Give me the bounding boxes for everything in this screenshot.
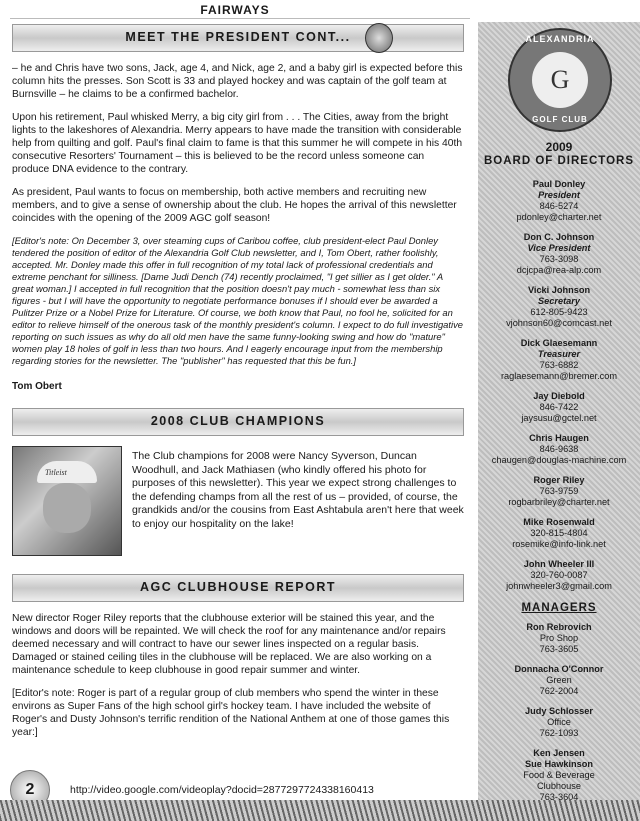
champions-heading: 2008 CLUB CHAMPIONS <box>150 414 326 428</box>
logo-top-text: ALEXANDRIA <box>525 34 595 44</box>
signature: Tom Obert <box>12 381 62 392</box>
logo-inner <box>532 52 588 108</box>
logo-mark: G <box>550 65 570 94</box>
member-phone: 846-5274 <box>539 201 579 211</box>
manager-dept: Green <box>546 675 572 685</box>
member-role: President <box>538 190 580 200</box>
member-email[interactable]: vjohnson60@comcast.net <box>506 318 612 328</box>
club-logo-icon <box>508 28 612 132</box>
member-phone: 320-815-4804 <box>530 528 588 538</box>
manager-phone: 762-2004 <box>539 686 579 696</box>
member-email[interactable]: rosemike@info-link.net <box>512 539 606 549</box>
logo-bottom-text: GOLF CLUB <box>532 115 588 124</box>
cap-logo: Titleist <box>45 468 67 477</box>
member-name: Don C. Johnson <box>523 232 595 242</box>
member-phone: 320-760-0087 <box>530 570 588 580</box>
member-name: Vicki Johnson <box>527 285 591 295</box>
member-name: Chris Haugen <box>529 433 589 443</box>
page-number: 2 <box>10 770 50 810</box>
clubhouse-paragraph-2: [Editor's note: Roger is part of a regular group of club members who spend the winter in these environs as Super Fans of the high school girl's hockey team. I have included the website of Roger's and Dusty Johnson's terrific rendition of the National Anthem at one of those games this year:] <box>12 688 450 738</box>
manager-name: Donnacha O'Connor <box>514 664 604 674</box>
member-phone: 612-805-9423 <box>530 307 588 317</box>
member-name: John Wheeler III <box>523 559 595 569</box>
manager-dept: Food & Beverage <box>523 770 595 780</box>
manager <box>478 664 640 697</box>
clubhouse-banner <box>12 574 464 602</box>
member-name: Roger Riley <box>533 475 585 485</box>
manager-name: Judy Schlosser <box>525 706 593 716</box>
managers-title: MANAGERS <box>521 602 597 614</box>
champion-photo <box>12 446 122 556</box>
board-member <box>478 433 640 466</box>
header-divider <box>10 18 470 19</box>
face-graphic <box>43 483 91 533</box>
board-year: 2009 <box>545 140 573 154</box>
board-member <box>478 338 640 382</box>
club-seal-icon <box>365 23 393 53</box>
board-member <box>478 232 640 276</box>
member-phone: 846-9638 <box>539 444 579 454</box>
president-paragraph-3: As president, Paul wants to focus on membership, both active members and recruiting new members, and to give a sense of ownership about the club. He hopes the arrival of this newsletter coincides with the opening of the 2009 AGC golf season! <box>12 187 457 224</box>
member-name: Jay Diebold <box>533 391 585 401</box>
board-member <box>478 285 640 329</box>
manager-phone: 762-1093 <box>539 728 579 738</box>
member-email[interactable]: dcjcpa@rea-alp.com <box>516 265 602 275</box>
sidebar <box>478 22 640 800</box>
member-phone: 763-3098 <box>539 254 579 264</box>
member-phone: 763-9759 <box>539 486 579 496</box>
manager <box>478 748 640 803</box>
president-banner <box>12 24 464 52</box>
manager-dept: Pro Shop <box>539 633 579 643</box>
video-link[interactable]: http://video.google.com/videoplay?docid=2877297724338160413 <box>70 784 374 796</box>
editor-note: [Editor's note: On December 3, over steaming cups of Caribou coffee, club president-elect Paul Donley tendered the position of editor of the Alexandria Golf Club newsletter, and I, Tom Obert, rather foolishly, accepted. Mr. Donley made this offer in full recognition of my total lack of professional credentials and extreme penchant for silliness. [Dame Judi Dench (74) recently proclaimed, "I get sillier as I get older." A great woman.] I accepted in full recognition that the position doesn't pay much - somewhat less than six figures - but I will have the opportunity to negotiate performance bonuses if I should ever be awarded a Pulitzer Prize or a Nobel Prize for Literature. Of course, we both know that Paul, no fool he, solicited for an editor to relieve himself of the onerous task of the monthly president's column. I expect to do full investigative reporting on such issues as why do all old men have the same funny-looking swing and how do "mature" women play 18 holes of golf in less than two hours. And I eagerly encourage input from the membership regarding stories for the newsletter. The "publisher" has requested that this be fun.] <box>12 235 463 366</box>
president-heading: MEET THE PRESIDENT CONT... <box>125 30 351 44</box>
president-paragraph-2: Upon his retirement, Paul whisked Merry, a big city girl from . . . The Cities, away from the bright lights to the lakeshores of Alexandria. Merry appears to have made the transition with considerable help from quilting and golf. Paul's final claim to fame is that this summer he will compete in his 40th consecutive Resorters' Tournament – this is believed to be the record unless someone can produce DNA evidence to the contrary. <box>12 112 463 175</box>
champions-banner <box>12 408 464 436</box>
board-title: BOARD OF DIRECTORS <box>483 155 635 167</box>
member-role: Vice President <box>527 243 591 253</box>
member-name: Mike Rosenwald <box>523 517 595 527</box>
member-role: Secretary <box>538 296 580 306</box>
member-email[interactable]: jaysusu@gctel.net <box>521 413 597 423</box>
manager-phone: 763-3604 <box>539 792 579 802</box>
champions-section <box>12 446 464 556</box>
member-phone: 846-7422 <box>539 402 579 412</box>
board-member <box>478 475 640 508</box>
member-role: Treasurer <box>537 349 581 359</box>
member-phone: 763-6882 <box>539 360 579 370</box>
manager-dept: Office <box>547 717 571 727</box>
board-list <box>478 179 640 601</box>
manager-name-2: Sue Hawkinson <box>525 759 593 769</box>
main-column <box>12 24 464 749</box>
board-member <box>478 179 640 223</box>
managers-list <box>478 622 640 812</box>
board-member <box>478 559 640 592</box>
manager-phone: 763-3605 <box>539 644 579 654</box>
member-email[interactable]: pdonley@charter.net <box>516 212 602 222</box>
clubhouse-paragraph-1: New director Roger Riley reports that the clubhouse exterior will be stained this year, and the windows and doors will be repainted. We will check the roof for any maintenance and/or repairs deemed necessary and will contract to have our sewer lines inspected on a regular basis. Damaged or stained ceiling tiles in the clubhouse will be replaced. We are also working on a maintenance schedule to keep clubhouse in good repair summer and winter. <box>12 613 446 676</box>
member-email[interactable]: rogbarbriley@charter.net <box>508 497 610 507</box>
newsletter-title: FAIRWAYS <box>200 3 270 17</box>
manager <box>478 622 640 655</box>
member-email[interactable]: johnwheeler3@gmail.com <box>506 581 612 591</box>
member-email[interactable]: raglaesemann@bremer.com <box>500 371 618 381</box>
member-name: Dick Glaesemann <box>520 338 598 348</box>
president-paragraph-1: – he and Chris have two sons, Jack, age 4, and Nick, age 2, and a baby girl is expected before this column hits the presses. Son Scott is 33 and played hockey and was captain of the golf team at Burnsville – he claims to be a confirmed bachelor. <box>12 63 463 100</box>
member-email[interactable]: chaugen@douglas-machine.com <box>491 455 627 465</box>
manager <box>478 706 640 739</box>
champions-text: The Club champions for 2008 were Nancy Syverson, Duncan Woodhull, and Jack Mathiasen (who kindly offered his photo for purposes of this newsletter). This year we expect strong challenges to the defending champs from all the rest of us – provided, of course, the grandkids and/or the cousins from East Ashtabula aren't here that week to enjoy our hospitality on the lake! <box>132 450 464 530</box>
member-name: Paul Donley <box>532 179 586 189</box>
board-member <box>478 517 640 550</box>
cap-graphic <box>37 461 97 483</box>
manager-dept-2: Clubhouse <box>537 781 581 791</box>
board-member <box>478 391 640 424</box>
manager-name: Ron Rebrovich <box>526 622 592 632</box>
manager-name: Ken Jensen <box>533 748 585 758</box>
clubhouse-heading: AGC CLUBHOUSE REPORT <box>140 580 336 594</box>
